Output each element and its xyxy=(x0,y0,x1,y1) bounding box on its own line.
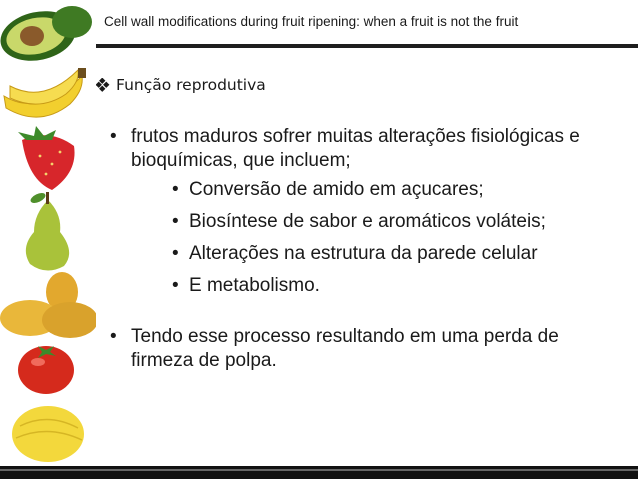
avocado-icon xyxy=(0,5,92,68)
pear-icon xyxy=(26,191,69,271)
strawberry-icon xyxy=(18,126,75,190)
banana-icon xyxy=(4,68,86,117)
tomato-icon xyxy=(18,346,74,394)
melon-icon xyxy=(12,406,84,462)
diamond-bullet-icon xyxy=(96,78,110,92)
bullet-dot: • xyxy=(110,126,117,147)
slide-bottom-border xyxy=(0,466,638,479)
fruit-illustrations xyxy=(0,0,96,466)
sub-bullet-text: E metabolismo. xyxy=(189,275,320,296)
section-heading-text: Função reprodutiva xyxy=(116,76,266,94)
fruit-column xyxy=(0,0,96,466)
section-heading xyxy=(96,76,266,94)
bullet-item xyxy=(110,325,625,373)
bullet-text: Tendo esse processo resultando em uma perda de firmeza de polpa. xyxy=(131,326,559,371)
sub-bullet-text: Conversão de amido em açucares; xyxy=(189,179,484,200)
sub-bullet-item xyxy=(172,274,632,298)
bullet-dot: • xyxy=(172,275,179,296)
bullet-item xyxy=(110,125,625,173)
slide-header xyxy=(96,0,638,48)
sub-bullet-item xyxy=(172,178,632,202)
slide-title: Cell wall modifications during fruit ripening: when a fruit is not the fruit xyxy=(104,14,519,29)
sub-bullet-item xyxy=(172,242,632,266)
sub-bullet-text: Biosíntese de sabor e aromáticos voláteis; xyxy=(189,211,546,232)
bullet-dot: • xyxy=(172,211,179,232)
sub-bullet-text: Alterações na estrutura da parede celular xyxy=(189,243,538,264)
bullet-dot: • xyxy=(172,179,179,200)
papaya-icon xyxy=(0,272,96,338)
bullet-text: frutos maduros sofrer muitas alterações fisiológicas e bioquímicas, que incluem; xyxy=(131,126,580,171)
bullet-dot: • xyxy=(110,326,117,347)
bullet-dot: • xyxy=(172,243,179,264)
sub-bullet-item xyxy=(172,210,632,234)
